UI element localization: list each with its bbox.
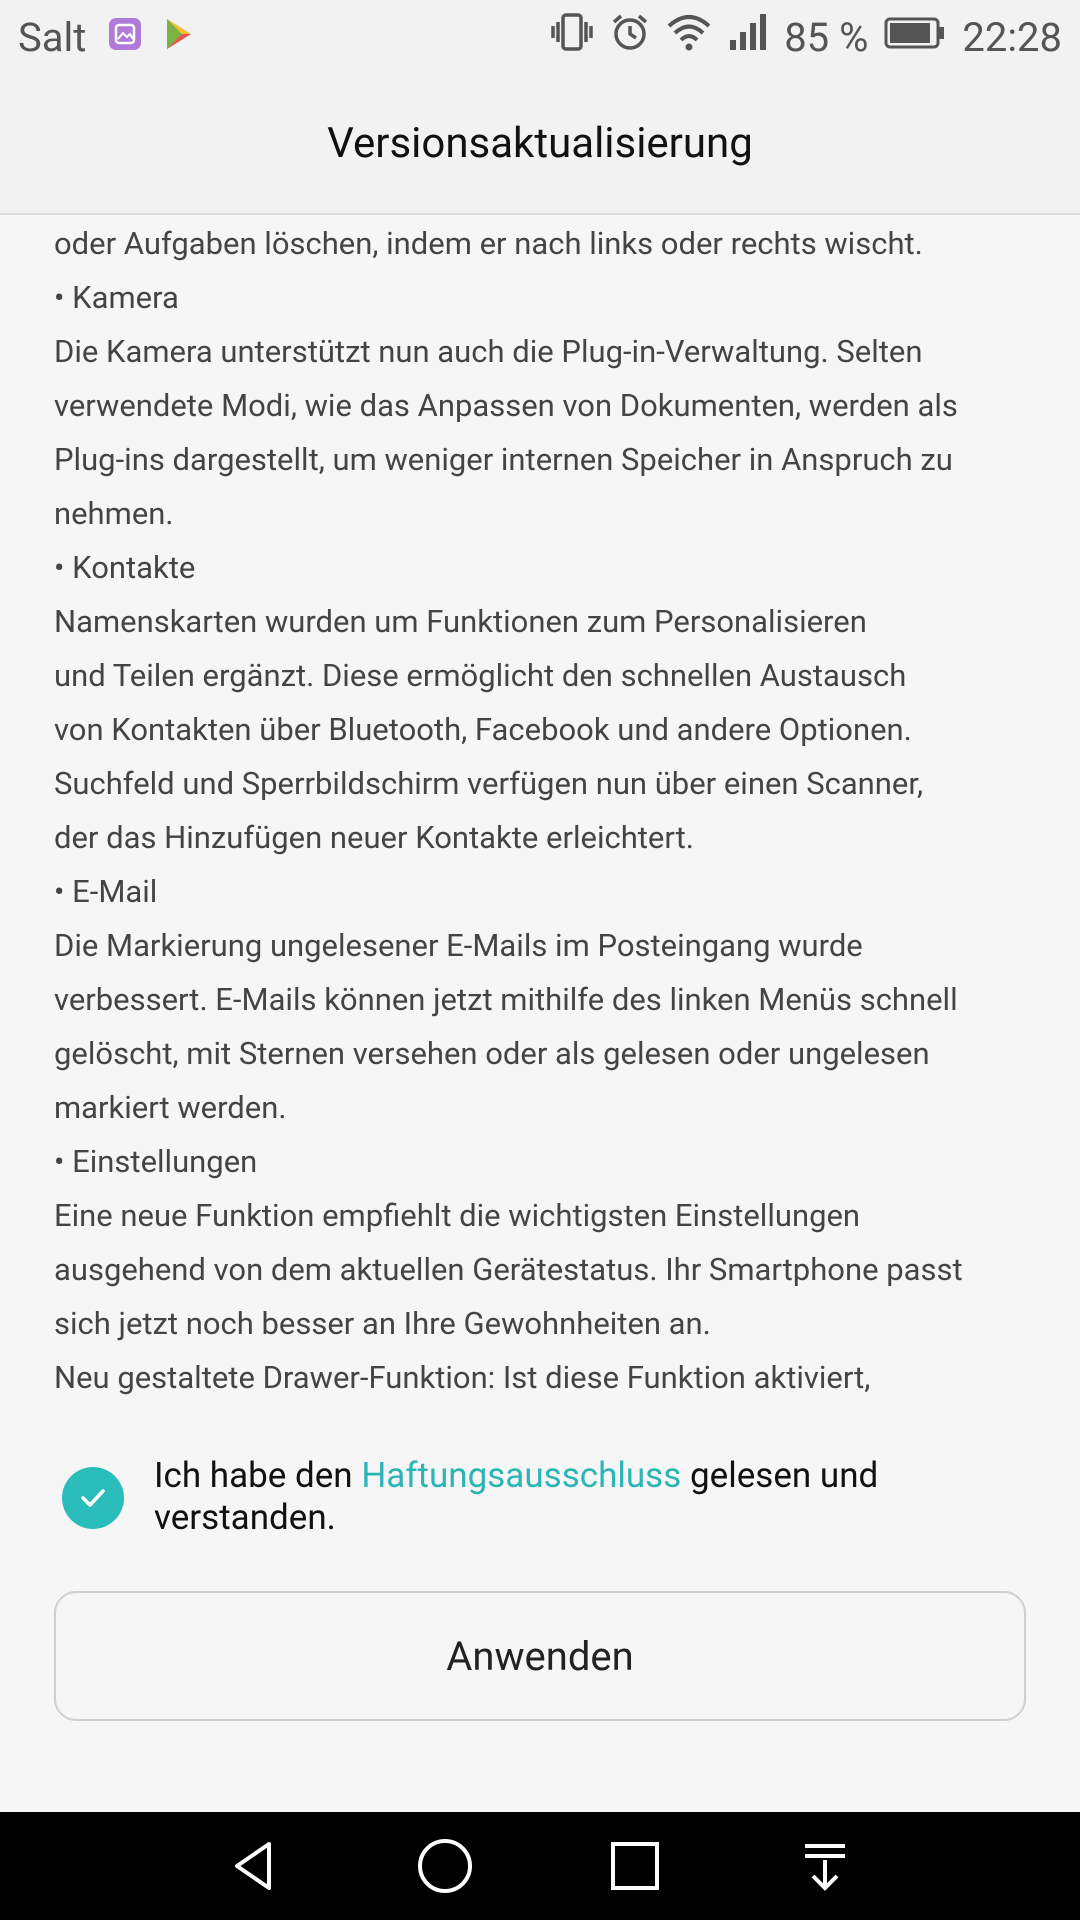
app-bar xyxy=(0,74,1080,215)
home-button[interactable] xyxy=(410,1831,480,1901)
page-title: Versionsaktualisierung xyxy=(327,119,753,168)
apply-button[interactable]: Anwenden xyxy=(54,1591,1026,1721)
consent-prefix: Ich habe den xyxy=(154,1455,362,1496)
back-button[interactable] xyxy=(220,1831,290,1901)
release-note-line: • Kontakte xyxy=(54,549,196,586)
consent-suffix: gelesen und verstanden. xyxy=(154,1455,879,1538)
release-note-line: der das Hinzufügen neuer Kontakte erleichtert. xyxy=(54,819,694,856)
disclaimer-link[interactable]: Haftungsausschluss xyxy=(361,1455,682,1496)
clock: 22:28 xyxy=(962,13,1062,61)
vibrate-icon xyxy=(550,12,594,62)
battery-percent: 85 % xyxy=(784,13,869,61)
release-note-line: verwendete Modi, wie das Anpassen von Dokumenten, werden als xyxy=(54,387,958,424)
status-bar xyxy=(0,0,1080,74)
release-note-line: sich jetzt noch besser an Ihre Gewohnheiten an. xyxy=(54,1305,711,1342)
pull-down-icon xyxy=(795,1836,855,1896)
release-note-line: verbessert. E-Mails können jetzt mithilfe des linken Menüs schnell xyxy=(54,981,958,1018)
notifications-button[interactable] xyxy=(790,1831,860,1901)
release-note-line: markiert werden. xyxy=(54,1089,287,1126)
release-note-line: gelöscht, mit Sternen versehen oder als gelesen oder ungelesen xyxy=(54,1035,930,1072)
release-note-line: • Einstellungen xyxy=(54,1143,258,1180)
recents-icon xyxy=(605,1836,665,1896)
consent-checkbox[interactable] xyxy=(62,1467,124,1529)
release-note-line: nehmen. xyxy=(54,495,174,532)
release-note-line: Namenskarten wurden um Funktionen zum Personalisieren xyxy=(54,603,867,640)
battery-icon xyxy=(884,14,946,61)
signal-icon xyxy=(728,12,768,62)
release-note-line: ausgehend von dem aktuellen Gerätestatus. Ihr Smartphone passt xyxy=(54,1251,963,1288)
release-note-line: oder Aufgaben löschen, indem er nach links oder rechts wischt. xyxy=(54,225,923,262)
release-note-line: Die Kamera unterstützt nun auch die Plug-in-Verwaltung. Selten xyxy=(54,333,923,370)
wifi-icon xyxy=(666,12,712,62)
release-note-line: • E-Mail xyxy=(54,873,158,910)
gallery-icon xyxy=(108,14,142,61)
release-note-line: und Teilen ergänzt. Diese ermöglicht den schnellen Austausch xyxy=(54,657,907,694)
release-notes[interactable] xyxy=(54,217,1044,1401)
release-note-line: Plug-ins dargestellt, um weniger internen Speicher in Anspruch zu xyxy=(54,441,953,478)
navigation-bar xyxy=(0,1812,1080,1920)
release-note-line: von Kontakten über Bluetooth, Facebook und andere Optionen. xyxy=(54,711,912,748)
home-icon xyxy=(415,1836,475,1896)
consent-label xyxy=(154,1455,1022,1539)
checkmark-icon xyxy=(76,1481,110,1515)
consent-row[interactable] xyxy=(62,1455,1022,1539)
release-note-line: • Kamera xyxy=(54,279,179,316)
play-store-icon xyxy=(164,14,194,61)
release-note-line: Die Markierung ungelesener E-Mails im Posteingang wurde xyxy=(54,927,863,964)
release-note-line: Suchfeld und Sperrbildschirm verfügen nun über einen Scanner, xyxy=(54,765,924,802)
recents-button[interactable] xyxy=(600,1831,670,1901)
carrier-name: Salt xyxy=(18,13,87,61)
back-icon xyxy=(225,1836,285,1896)
alarm-icon xyxy=(610,12,650,62)
release-note-line: Neu gestaltete Drawer-Funktion: Ist diese Funktion aktiviert, xyxy=(54,1359,871,1396)
release-note-line: Eine neue Funktion empfiehlt die wichtigsten Einstellungen xyxy=(54,1197,861,1234)
